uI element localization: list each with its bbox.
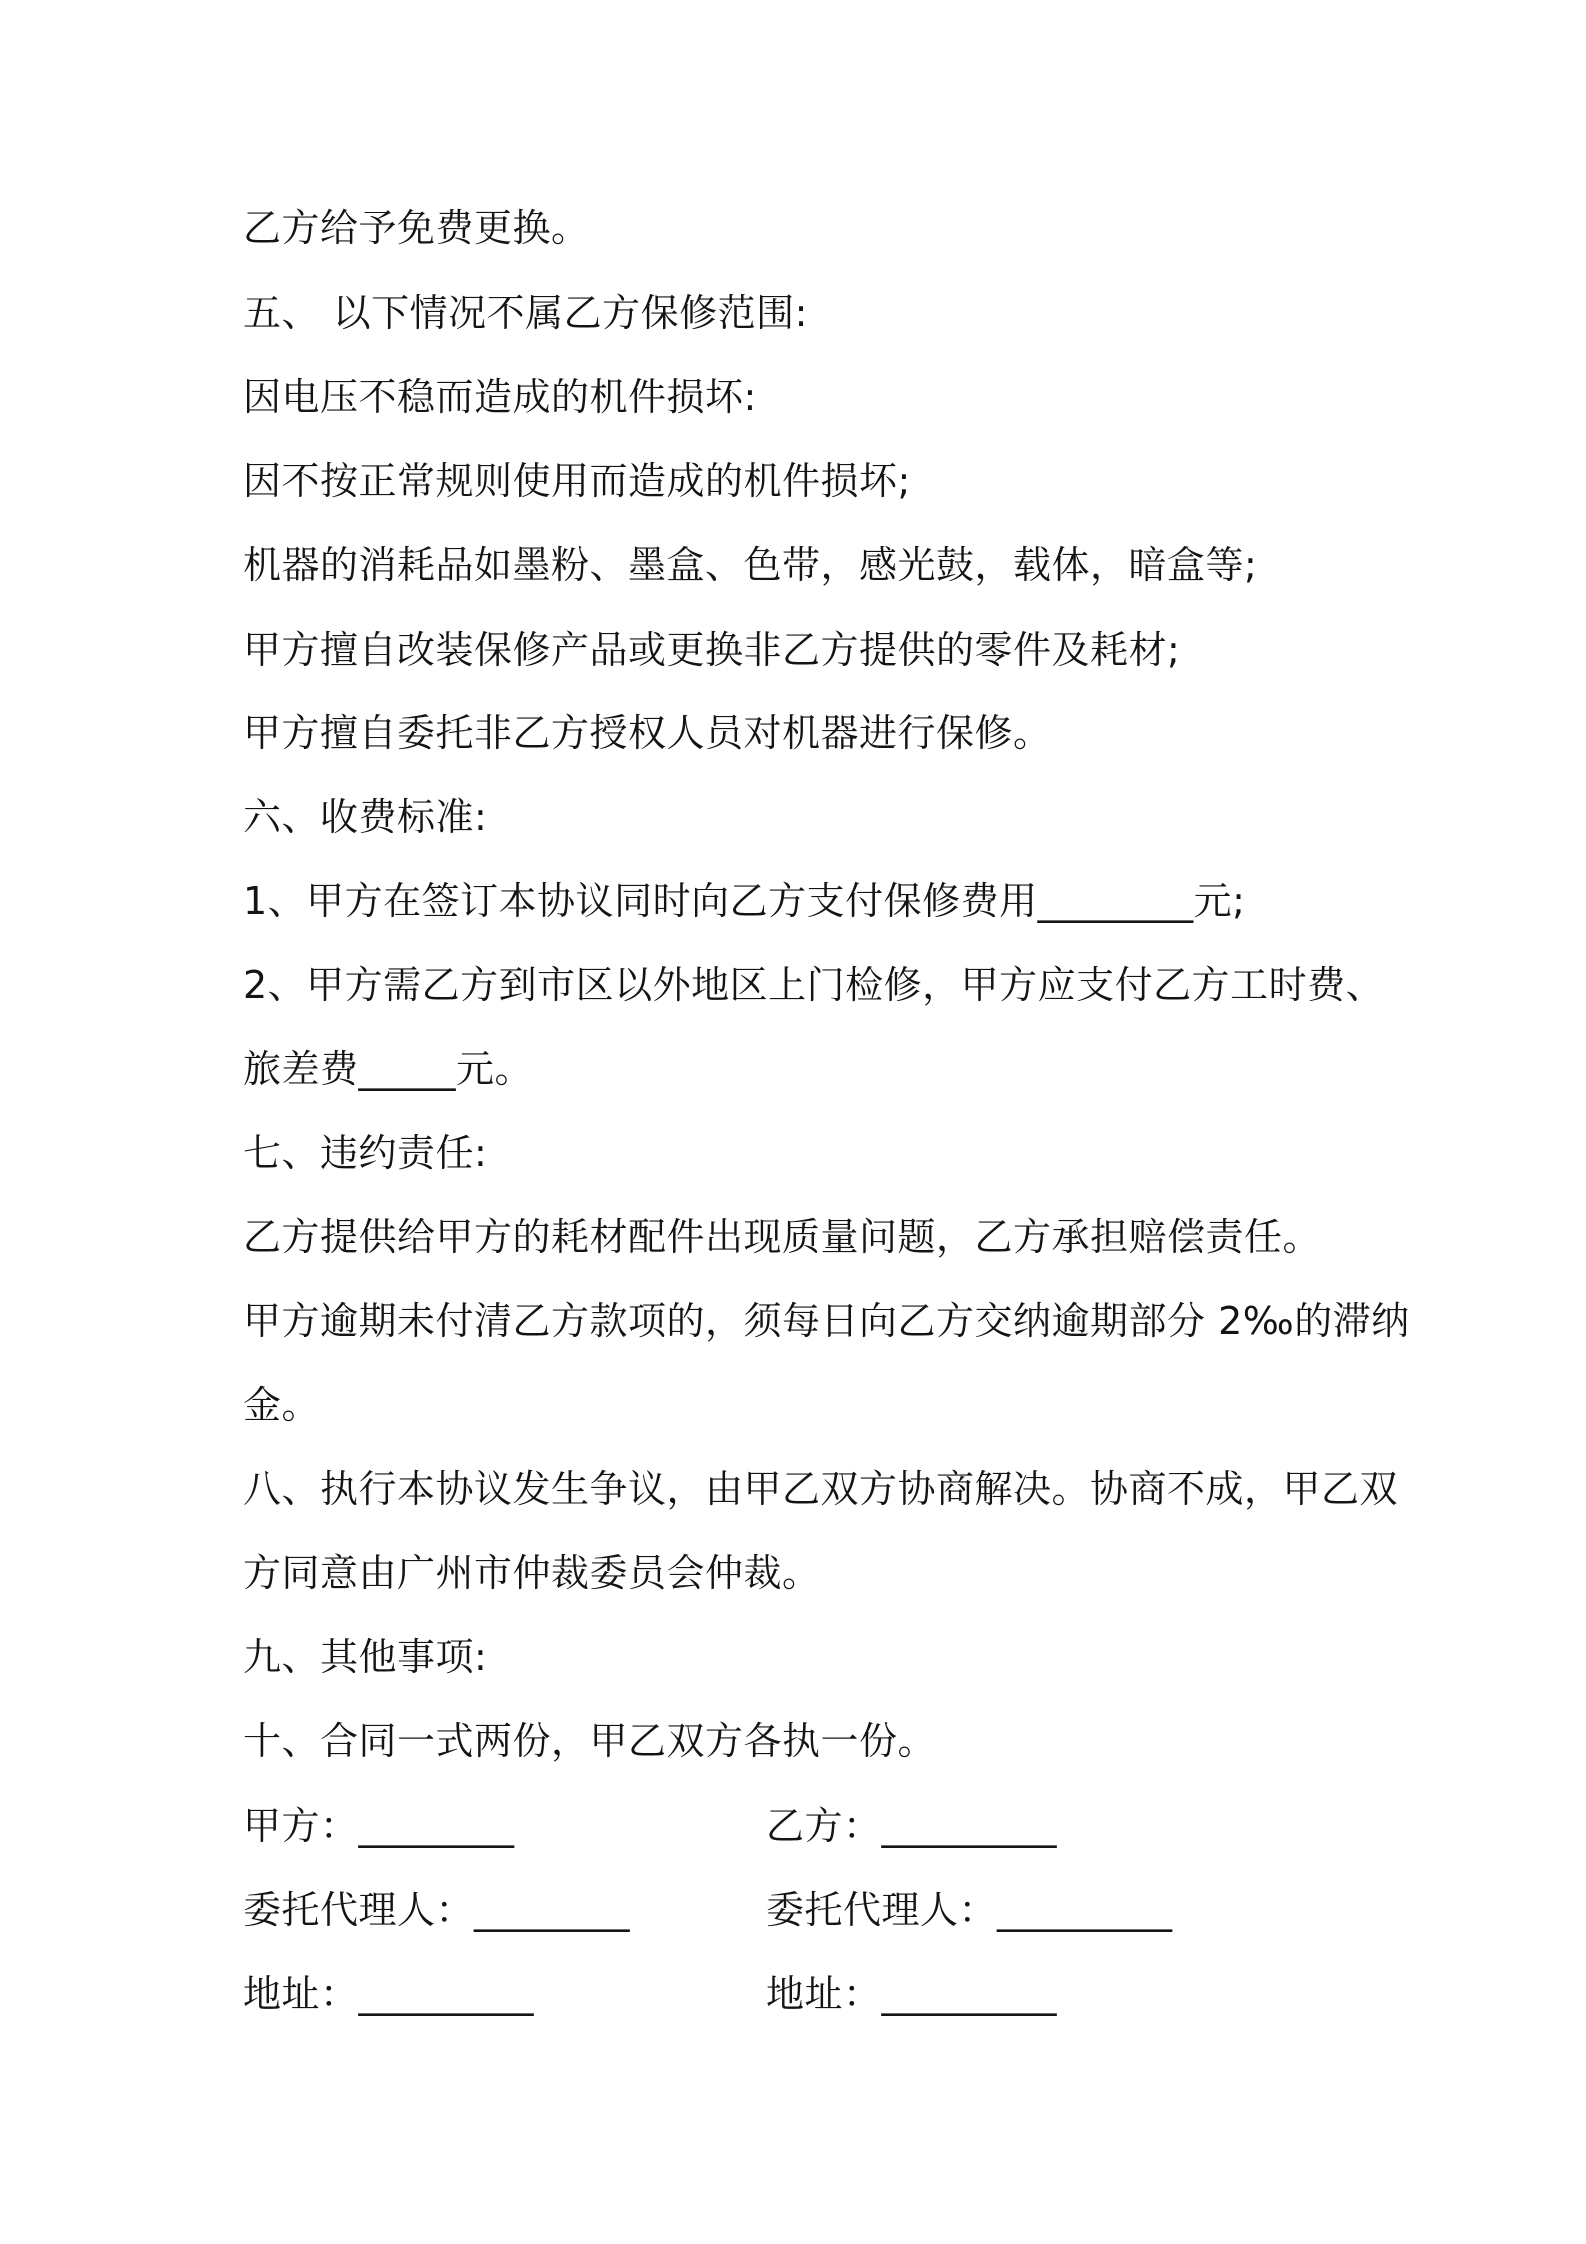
text-line: 1、甲方在签订本协议同时向乙方支付保修费用________元; (243, 879, 1246, 923)
agent-a-field: 委托代理人：________ (243, 1888, 631, 1932)
agent-b-field: 委托代理人：_________ (766, 1888, 1173, 1932)
text-line: 2、甲方需乙方到市区以外地区上门检修，甲方应支付乙方工时费、 (243, 963, 1385, 1007)
text-line: 甲方逾期未付清乙方款项的，须每日向乙方交纳逾期部分 2‰的滞纳 (243, 1299, 1410, 1343)
party-a-signature-field: 甲方：________ (243, 1804, 515, 1848)
text-line: 乙方提供给甲方的耗材配件出现质量问题，乙方承担赔偿责任。 (243, 1215, 1322, 1259)
text-line: 因不按正常规则使用而造成的机件损坏; (243, 459, 911, 503)
address-b-field: 地址：_________ (766, 1972, 1058, 2016)
section-heading-5: 五、 以下情况不属乙方保修范围: (243, 291, 808, 335)
section-heading-8: 八、执行本协议发生争议，由甲乙双方协商解决。协商不成，甲乙双 (243, 1467, 1399, 1511)
section-heading-10: 十、合同一式两份，甲乙双方各执一份。 (243, 1719, 937, 1763)
text-line: 甲方擅自委托非乙方授权人员对机器进行保修。 (243, 711, 1052, 755)
section-heading-6: 六、收费标准: (243, 795, 488, 839)
section-heading-7: 七、违约责任: (243, 1131, 488, 1175)
text-line: 机器的消耗品如墨粉、墨盒、色带，感光鼓，载体，暗盒等; (243, 543, 1258, 587)
party-b-signature-field: 乙方：_________ (766, 1804, 1058, 1848)
text-line: 旅差费_____元。 (243, 1047, 534, 1091)
text-line: 乙方给予免费更换。 (243, 206, 590, 250)
text-line: 方同意由广州市仲裁委员会仲裁。 (243, 1551, 821, 1595)
text-line: 金。 (243, 1383, 321, 1427)
address-a-field: 地址：_________ (243, 1972, 535, 2016)
section-heading-9: 九、其他事项: (243, 1635, 488, 1679)
text-line: 甲方擅自改装保修产品或更换非乙方提供的零件及耗材; (243, 628, 1181, 672)
text-line: 因电压不稳而造成的机件损坏: (243, 375, 757, 419)
